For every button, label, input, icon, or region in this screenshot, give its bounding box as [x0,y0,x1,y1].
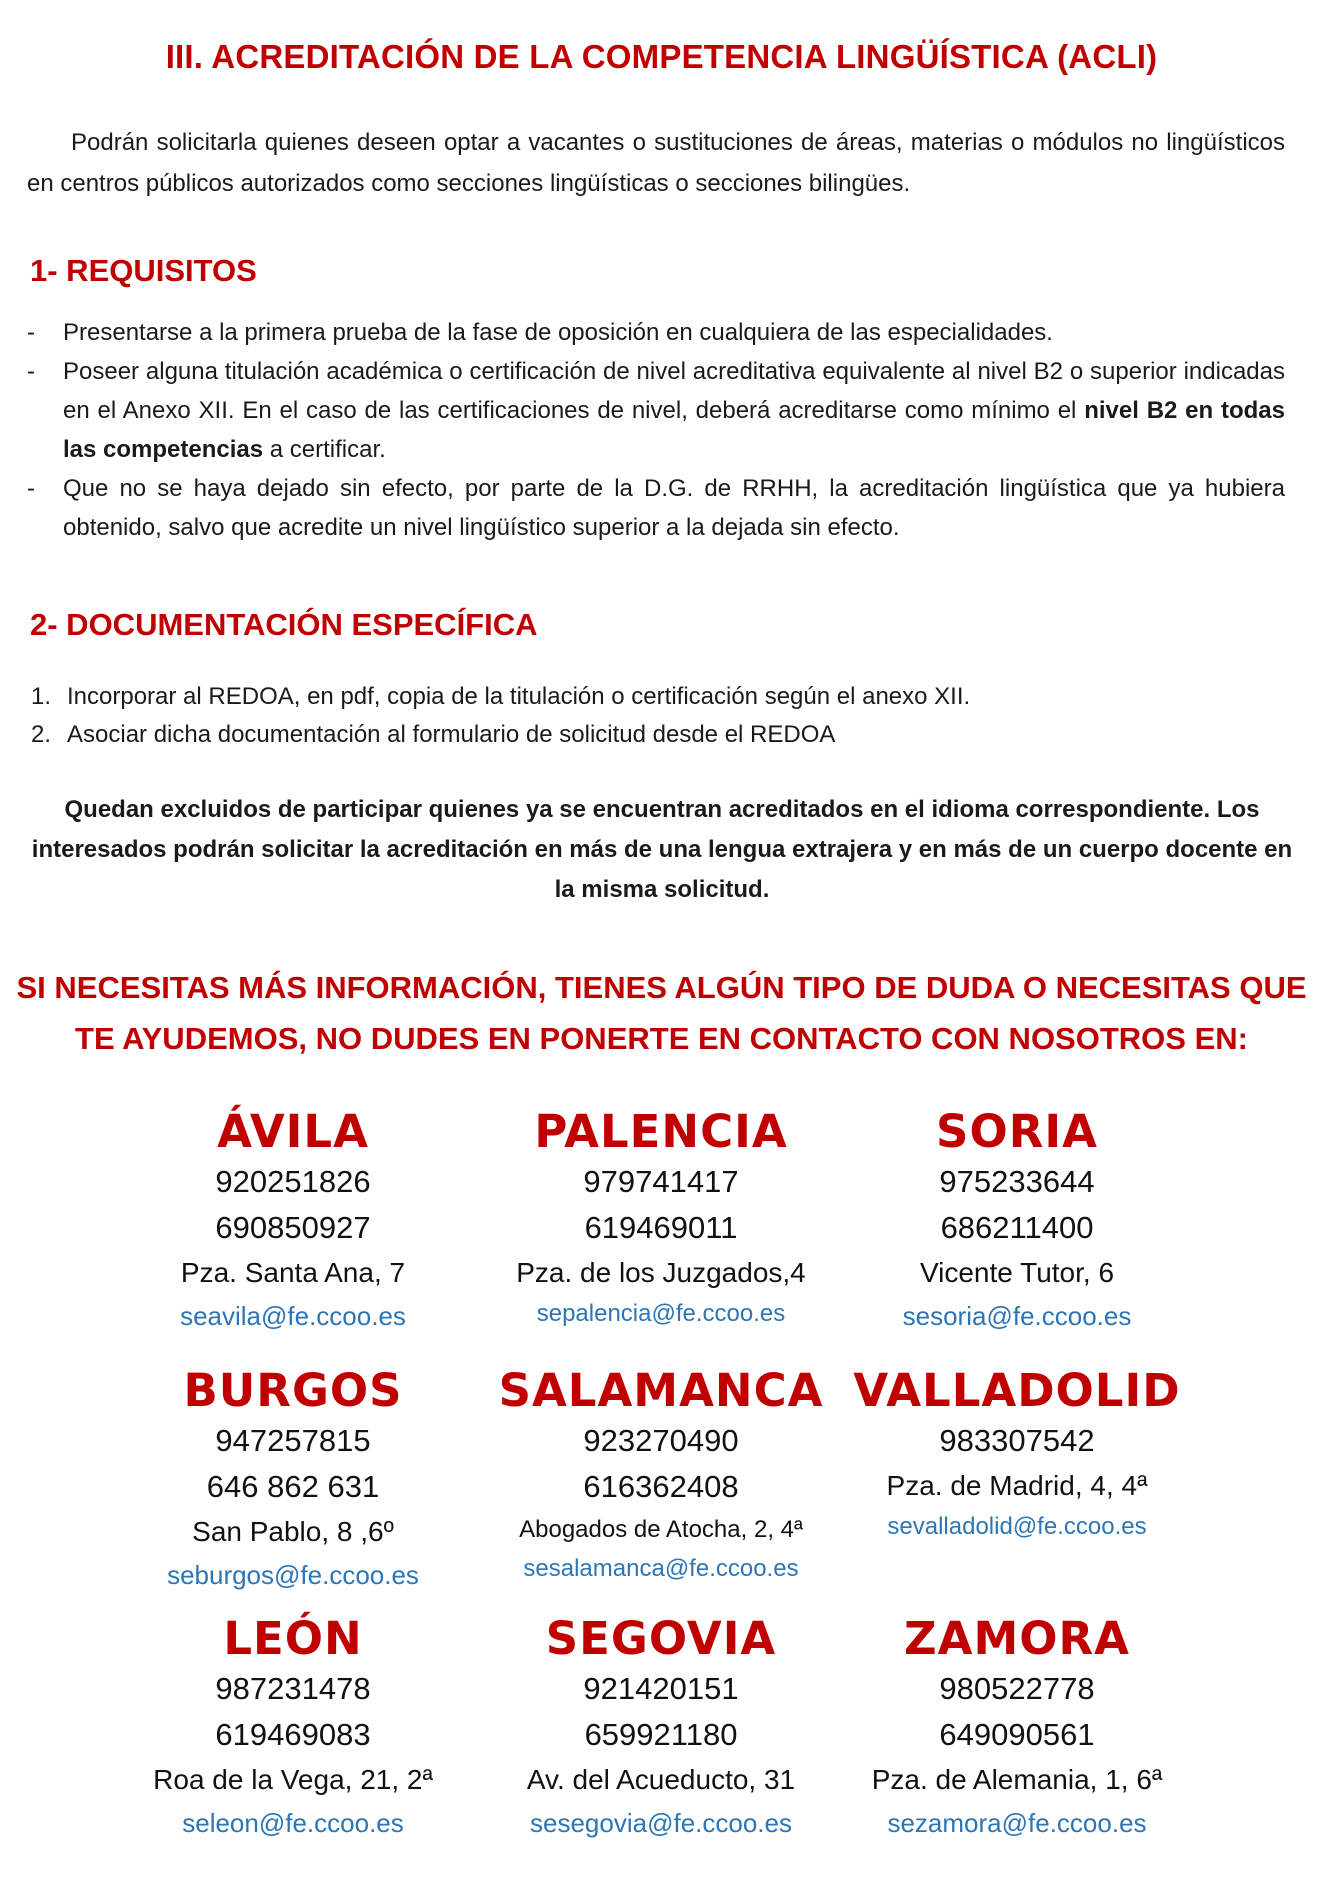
email-link[interactable]: sevalladolid@fe.ccoo.es [887,1513,1147,1540]
intro-paragraph: Podrán solicitarla quienes deseen optar a vacantes o sustituciones de áreas, materias o módulos no lingüísticos en centros públicos autorizados como secciones lingüísticas o secciones bilingües. [27,129,1285,197]
list-item-text: a certificar. [263,436,386,463]
phone-number[interactable]: 979741417 [583,1164,739,1199]
documentacion-list [27,678,1285,754]
office-address: Pza. de los Juzgados,4 [516,1257,806,1288]
office-address: San Pablo, 8 ,6º [192,1516,394,1547]
office-address: Av. del Acueducto, 31 [526,1764,796,1795]
phone-number[interactable]: 619469011 [584,1210,738,1245]
phone-number[interactable]: 920251826 [215,1164,371,1199]
email-link[interactable]: seavila@fe.ccoo.es [180,1301,406,1331]
city-name: VALLADOLID [853,1364,1181,1417]
bullet-dash: - [27,475,35,502]
city-name: PALENCIA [534,1105,788,1158]
phone-number[interactable]: 983307542 [939,1423,1095,1458]
list-item-text: Incorporar al REDOA, en pdf, copia de la titulación o certificación según el anexo XII. [67,683,971,710]
city-name: SORIA [936,1105,1098,1158]
phone-number[interactable]: 616362408 [583,1469,739,1504]
office-segovia [481,1612,841,1844]
list-item [27,716,1285,754]
contact-call-to-action: SI NECESITAS MÁS INFORMACIÓN, TIENES ALGÚN TIPO DE DUDA O NECESITAS QUE TE AYUDEMOS, NO DUDES EN PONERTE EN CONTACTO CON NOSOTROS EN: [16,970,1307,1056]
phone-number[interactable]: 975233644 [939,1164,1095,1199]
office-address: Abogados de Atocha, 2, 4ª [519,1516,803,1543]
list-item-text: Poseer alguna titulación académica o certificación de nivel acreditativa equivalente al nivel B2 o superior indicadas en el Anexo XII. En el caso de las certificaciones de nivel, deberá acreditarse como mínimo el [63,358,1285,424]
email-link[interactable]: sesalamanca@fe.ccoo.es [523,1555,799,1582]
phone-number[interactable]: 686211400 [940,1210,1094,1245]
list-number: 1. [31,683,52,710]
phone-number[interactable]: 987231478 [215,1671,371,1706]
list-number: 2. [31,721,52,748]
page-title: III. ACREDITACIÓN DE LA COMPETENCIA LINGÜÍSTICA (ACLI) [165,38,1158,75]
list-item [27,313,1285,352]
office-address: Roa de la Vega, 21, 2ª [153,1764,433,1795]
city-name: BURGOS [183,1364,403,1417]
phone-number[interactable]: 646 862 631 [206,1469,380,1504]
requisitos-list [27,313,1285,547]
bullet-dash: - [27,319,35,346]
office-leon [113,1612,473,1844]
office-address: Pza. Santa Ana, 7 [180,1257,406,1288]
list-item [27,678,1285,716]
email-link[interactable]: sepalencia@fe.ccoo.es [536,1300,786,1327]
office-address: Pza. de Madrid, 4, 4ª [886,1470,1148,1501]
email-link[interactable]: sesegovia@fe.ccoo.es [530,1808,792,1838]
list-item-text: Asociar dicha documentación al formulario de solicitud desde el REDOA [67,721,836,748]
office-valladolid [837,1364,1197,1546]
list-item-text: Que no se haya dejado sin efecto, por parte de la D.G. de RRHH, la acreditación lingüística que ya hubiera obtenido, salvo que acredite un nivel lingüístico superior a la dejada sin efecto. [63,475,1285,541]
list-item [27,352,1285,469]
office-burgos [113,1364,473,1596]
bullet-dash: - [27,358,35,385]
phone-number[interactable]: 649090561 [939,1717,1095,1752]
phone-number[interactable]: 619469083 [215,1717,371,1752]
city-name: ZAMORA [904,1612,1130,1665]
phone-number[interactable]: 980522778 [939,1671,1095,1706]
office-salamanca [481,1364,841,1588]
email-link[interactable]: seleon@fe.ccoo.es [182,1808,404,1838]
documentacion-heading: 2- DOCUMENTACIÓN ESPECÍFICA [30,607,538,642]
list-item [27,469,1285,547]
office-palencia [481,1105,841,1333]
list-item-text: Presentarse a la primera prueba de la fase de oposición en cualquiera de las especialidades. [63,319,1053,346]
city-name: SEGOVIA [545,1612,777,1665]
city-name: SALAMANCA [498,1364,824,1417]
requisitos-heading: 1- REQUISITOS [30,253,257,288]
phone-number[interactable]: 947257815 [215,1423,371,1458]
city-name: ÁVILA [217,1105,369,1158]
office-avila [113,1105,473,1337]
email-link[interactable]: seburgos@fe.ccoo.es [167,1560,419,1590]
email-link[interactable]: sesoria@fe.ccoo.es [902,1301,1132,1331]
email-link[interactable]: sezamora@fe.ccoo.es [887,1808,1147,1838]
phone-number[interactable]: 923270490 [583,1423,739,1458]
city-name: LEÓN [223,1612,363,1665]
office-zamora [837,1612,1197,1844]
phone-number[interactable]: 659921180 [584,1717,738,1752]
exclusion-notice: Quedan excluidos de participar quienes ya se encuentran acreditados en el idioma correspondiente. Los interesados podrán solicitar la acreditación en más de una lengua extrajera y en más de un cuerpo docente en la misma solicitud. [31,796,1293,903]
office-address: Vicente Tutor, 6 [919,1257,1115,1288]
list-item-bold-text: nivel B2 en todas las competencias [63,397,1286,463]
phone-number[interactable]: 921420151 [583,1671,739,1706]
phone-number[interactable]: 690850927 [215,1210,371,1245]
office-address: Pza. de Alemania, 1, 6ª [871,1764,1163,1795]
office-soria [837,1105,1197,1337]
